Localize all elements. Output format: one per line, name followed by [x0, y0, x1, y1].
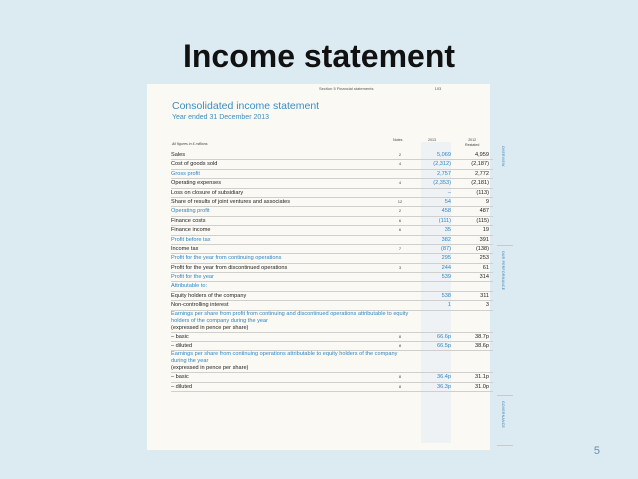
row-value-2012: 487 [479, 208, 489, 215]
row-note: 8 [398, 333, 402, 339]
table-row [171, 254, 493, 263]
row-label: Income tax [171, 245, 199, 252]
row-note: 4 [398, 161, 402, 167]
row-value-2012: (2,181) [471, 180, 489, 187]
row-value-2013: 36.3p [437, 383, 451, 390]
row-note: 7 [398, 245, 402, 251]
row-value-2012: 311 [480, 292, 489, 299]
row-label: Loss on closure of subsidiary [171, 189, 244, 196]
table-row [171, 160, 493, 169]
row-value-2013: (2,312) [433, 161, 451, 168]
row-value-2012: 391 [479, 236, 489, 243]
doc-header-page: 103 [434, 86, 442, 91]
row-label: Non-controlling interest [171, 302, 229, 309]
doc-subtitle: Year ended 31 December 2013 [172, 114, 270, 121]
doc-header-section: Section 5 Financial statements [319, 86, 374, 91]
row-value-2013: 382 [441, 236, 451, 243]
row-note: 6 [398, 227, 402, 233]
table-row [171, 236, 493, 245]
row-value-2012: 31.0p [475, 383, 489, 390]
table-row [171, 226, 493, 235]
row-value-2012: 4,959 [475, 152, 489, 158]
side-tab [497, 140, 513, 246]
row-value-2013: 54 [444, 198, 451, 205]
row-value-2013: 36.4p [437, 374, 451, 381]
row-label: Gross profit [171, 170, 200, 177]
row-value-2012: 3 [485, 302, 489, 309]
row-value-2012: 38.6p [475, 343, 489, 350]
table-row [171, 189, 493, 198]
row-value-2013: (111) [438, 217, 451, 224]
row-value-2013: 244 [441, 264, 451, 271]
doc-title: Consolidated income statement [172, 100, 320, 112]
table-row [171, 342, 493, 351]
table-row [171, 373, 493, 382]
table-row [171, 301, 493, 310]
table-row [171, 351, 493, 373]
row-note: 8 [398, 374, 402, 380]
row-label: Cost of goods sold [171, 161, 218, 168]
row-value-2012: 38.7p [475, 333, 489, 340]
table-row [171, 311, 493, 333]
row-value-2012: 314 [479, 274, 489, 281]
row-value-2012: (113) [476, 189, 489, 196]
row-label: Share of results of joint ventures and associates [171, 198, 291, 205]
row-value-2012: 61 [482, 264, 489, 271]
row-label: Profit before tax [171, 236, 211, 243]
row-note: 8 [398, 383, 402, 389]
table-row [171, 383, 493, 392]
row-note: 2 [398, 152, 402, 157]
row-value-2013: 458 [441, 208, 451, 215]
side-tab [497, 395, 513, 446]
row-label: – basic [171, 374, 189, 381]
table-row [171, 179, 493, 188]
row-label: Profit for the year [171, 274, 214, 281]
row-label: – diluted [171, 343, 193, 350]
table-row [171, 207, 493, 216]
side-tab-label: OVERVIEW [501, 146, 505, 167]
side-tabs [497, 140, 513, 445]
row-note: 6 [398, 217, 402, 223]
col-header-notes: Notes [393, 138, 403, 142]
side-tab-label: GOVERNANCE [501, 401, 505, 429]
table-row [171, 273, 493, 282]
row-label: Finance income [171, 227, 211, 234]
row-label: – basic [171, 333, 189, 340]
row-value-2012: 9 [485, 198, 489, 205]
side-tab-label: OUR PERFORMANCE [501, 251, 505, 291]
table-row [171, 264, 493, 273]
row-value-2013: 5,069 [437, 152, 451, 158]
row-value-2012: 31.1p [475, 374, 489, 381]
table-row [171, 151, 493, 160]
row-label-unit: (expressed in pence per share) [171, 365, 249, 372]
row-label: – diluted [171, 383, 193, 390]
row-label: Earnings per share from continuing operations attributable to equity holders of the company during the year [171, 351, 398, 365]
row-label: Profit for the year from discontinued operations [171, 264, 288, 271]
col-header-2012: 2012 Restated [465, 138, 480, 147]
page-number: 5 [593, 445, 600, 457]
row-label: Attributable to: [171, 283, 208, 290]
side-tab [497, 245, 513, 396]
row-value-2013: 539 [441, 274, 451, 281]
row-value-2013: – [447, 189, 451, 196]
table-row [171, 198, 493, 207]
row-value-2012: 19 [482, 227, 489, 234]
document-page [147, 84, 505, 450]
row-value-2012: (115) [476, 217, 489, 224]
table-row [171, 333, 493, 342]
row-value-2013: 66.6p [437, 333, 451, 340]
row-value-2012: 253 [479, 255, 489, 262]
table-row [171, 245, 493, 254]
row-label-unit: (expressed in pence per share) [171, 324, 249, 331]
row-value-2013: 2,757 [437, 170, 451, 177]
col-header-2013: 2013 [428, 138, 436, 142]
row-label: Earnings per share from profit from continuing and discontinued operations attributable to equity holders of the company during the year [171, 310, 409, 324]
row-label: Operating profit [171, 208, 210, 215]
row-label: Profit for the year from continuing operations [171, 255, 282, 262]
row-label: Sales [171, 152, 185, 158]
row-value-2013: (2,353) [433, 180, 451, 187]
slide-title: Income statement [182, 38, 456, 74]
figures-note: All figures in £ millions [172, 142, 208, 146]
row-note: 8 [398, 343, 402, 349]
income-table [171, 151, 493, 392]
row-value-2012: 2,772 [475, 170, 489, 177]
table-row [171, 282, 493, 291]
row-note: 12 [397, 198, 403, 204]
doc-header [319, 86, 441, 91]
row-value-2012: (2,187) [471, 161, 489, 168]
row-value-2013: (87) [441, 245, 451, 252]
row-label: Equity holders of the company [171, 292, 247, 299]
row-value-2013: 538 [441, 292, 451, 299]
row-note: 3 [398, 264, 402, 270]
table-row [171, 217, 493, 226]
row-note: 2 [398, 208, 402, 214]
table-row [171, 170, 493, 179]
row-label: Finance costs [171, 217, 206, 224]
row-value-2013: 35 [444, 227, 451, 234]
row-note: 4 [398, 180, 402, 186]
row-value-2013: 66.5p [437, 343, 451, 350]
row-value-2013: 295 [441, 255, 451, 262]
row-label: Operating expenses [171, 180, 222, 187]
row-value-2012: (138) [475, 245, 489, 252]
table-row [171, 292, 493, 301]
row-value-2013: 1 [447, 302, 451, 309]
